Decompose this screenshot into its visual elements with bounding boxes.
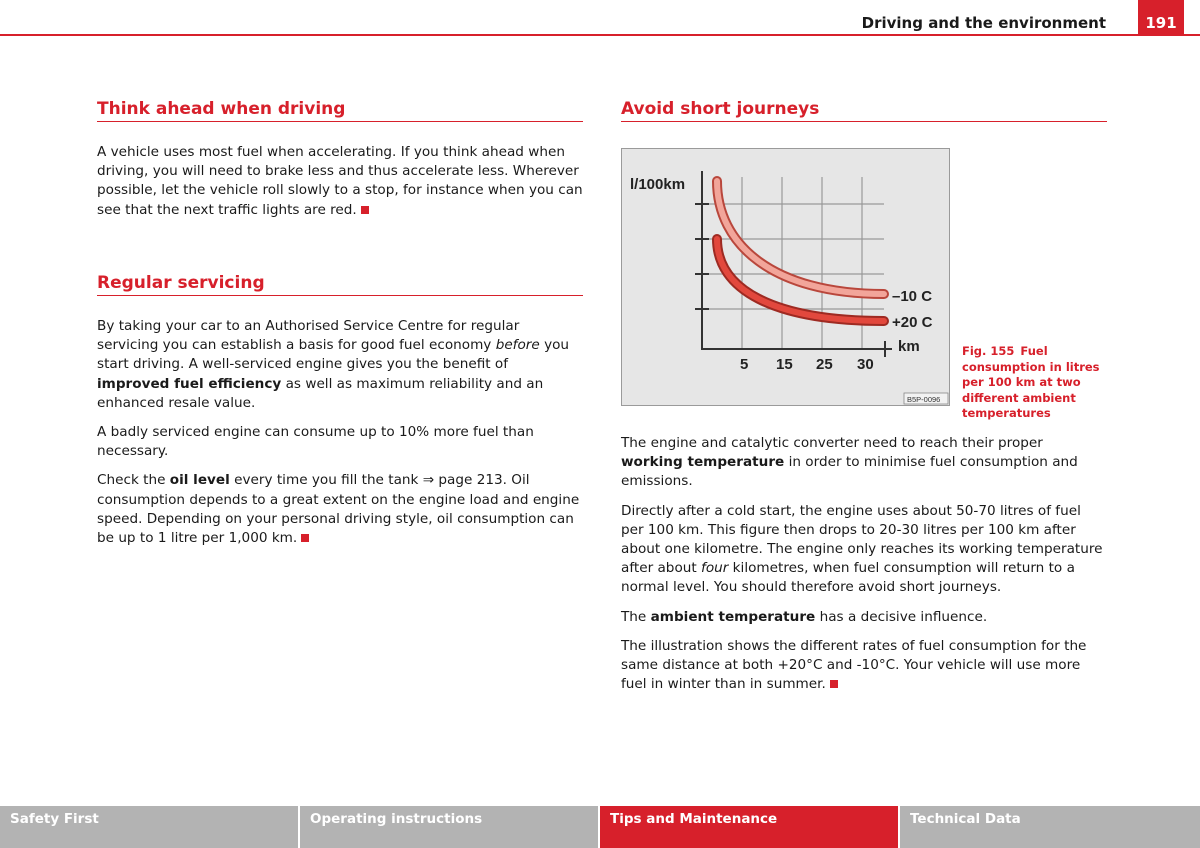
section-think-ahead — [97, 99, 583, 220]
paragraph: A vehicle uses most fuel when accelerating. If you think ahead when driving, you will need to brake less and thus accelerate less. Wherever possible, let the vehicle roll slowly to a stop, for instance when you can see that the next traffic lights are red. — [97, 144, 583, 218]
footer-tab-technical-data[interactable]: Technical Data — [900, 806, 1200, 848]
series-label-plus-20c: +20 C — [892, 314, 933, 331]
paragraph: The illustration shows the different rates of fuel consumption for the same distance at both +20°C and -10°C. Your vehicle will use more fuel in winter than in summer. — [621, 637, 1087, 693]
footer-tab-safety-first[interactable]: Safety First — [0, 806, 298, 848]
header-rule — [0, 34, 1200, 36]
section-avoid-short-journeys — [621, 99, 1107, 122]
running-title: Driving and the environment — [861, 14, 1106, 32]
x-tick-5: 5 — [740, 356, 749, 373]
paragraph: The ambient temperature has a decisive influence. — [621, 608, 988, 625]
footer-tab-operating-instructions[interactable]: Operating instructions — [300, 806, 598, 848]
figure-code: B5P-0096 — [907, 395, 941, 404]
x-tick-30: 30 — [857, 356, 874, 373]
cross-reference-arrow-icon: ⇒ — [422, 472, 435, 489]
paragraph: A badly serviced engine can consume up to 10% more fuel than necessary. — [97, 424, 534, 460]
fuel-consumption-graphic — [622, 149, 949, 405]
section-regular-servicing — [97, 273, 583, 548]
end-of-section-marker — [830, 680, 838, 688]
y-axis-label: l/100km — [630, 176, 686, 193]
paragraph: Directly after a cold start, the engine uses about 50-70 litres of fuel per 100 km. This figure then drops to 20-30 litres per 100 km after about one kilometre. The engine only reaches its working temperature after about four kilometres, when fuel consumption will return to a normal level. You should therefore avoid short journeys. — [621, 502, 1103, 596]
figure-caption — [962, 344, 1112, 422]
x-tick-25: 25 — [816, 356, 833, 373]
footer-tab-tips-and-maintenance[interactable]: Tips and Maintenance — [600, 806, 898, 848]
end-of-section-marker — [301, 534, 309, 542]
paragraph: Check the oil level every time you fill the tank ⇒ page 213. Oil consumption depends to a great extent on the engine load and engine speed. Depending on your personal driving style, oil consumption can be up to 1 litre per 1,000 km. — [97, 472, 580, 547]
series-label-minus-10c: –10 C — [892, 288, 933, 305]
section-title: Regular servicing — [97, 273, 583, 296]
footer-nav — [0, 806, 1200, 848]
x-tick-15: 15 — [776, 356, 793, 373]
x-axis-unit: km — [898, 338, 920, 355]
paragraph: The engine and catalytic converter need to reach their proper working temperature in order to minimise fuel consumption and emissions. — [621, 435, 1078, 490]
figure-fuel-consumption — [621, 148, 950, 406]
section-avoid-short-journeys-body — [621, 434, 1107, 694]
end-of-section-marker — [361, 206, 369, 214]
figure-label: Fig. 155 — [962, 344, 1015, 358]
paragraph: By taking your car to an Authorised Service Centre for regular servicing you can establish a basis for good fuel economy before you start driving. A well-serviced engine gives you the benefit of improved fuel efficiency as well as maximum reliability and an enhanced resale value. — [97, 318, 570, 411]
figure-caption-text: Fuel consumption in litres per 100 km at two different ambient temperatures — [962, 344, 1100, 420]
section-title: Avoid short journeys — [621, 99, 1107, 122]
page-number: 191 — [1138, 0, 1184, 36]
section-title: Think ahead when driving — [97, 99, 583, 122]
